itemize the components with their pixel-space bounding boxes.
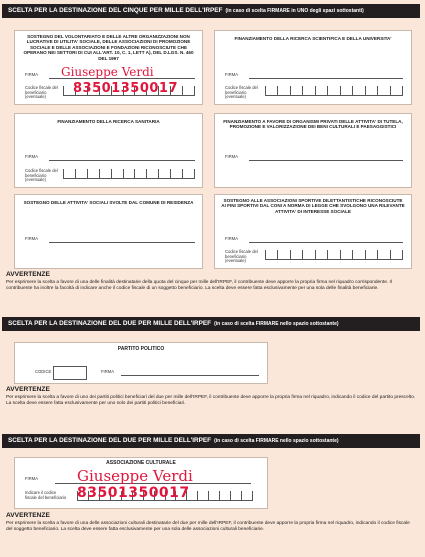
cf-label: Codice fiscale del beneficiario (eventuale) xyxy=(25,85,58,100)
cf-boxes[interactable] xyxy=(265,250,403,260)
due-per-mille-cultura-header xyxy=(2,434,420,448)
box-ricerca-scientifica xyxy=(214,30,412,105)
cf-label: Indicare il codice fiscale del beneficiario xyxy=(25,490,67,500)
codice-label: CODICE xyxy=(35,369,52,374)
firma-label: FIRMA xyxy=(225,236,239,241)
section-title: SCELTA PER LA DESTINAZIONE DEL DUE PER MILLE DELL'IRPEF xyxy=(8,437,212,444)
cf-label: Codice fiscale del beneficiario (eventuale) xyxy=(225,85,258,100)
signature: Giuseppe Verdi xyxy=(77,467,193,485)
firma-line[interactable] xyxy=(49,160,195,161)
firma-line[interactable] xyxy=(249,242,403,243)
box-title: FINANZIAMENTO DELLA RICERCA SCIENTIFICA E DELLA UNIVERSITA' xyxy=(234,36,392,41)
firma-line[interactable] xyxy=(49,242,195,243)
section-title: SCELTA PER LA DESTINAZIONE DEL DUE PER MILLE DELL'IRPEF xyxy=(8,320,212,327)
box-title: SOSTEGNO DEL VOLONTARIATO E DELLE ALTRE ORGANIZZAZIONI NON LUCRATIVE DI UTILITA' SOCIALE, DELLE ASSOCIAZIONI DI PROMOZIONE SOCIALE E DELLE ASSOCIAZIONI E FONDAZIONI RICONOSCIUTE CHE OPERANO NEI SETTORI DI CUI ALL'ART. 10, C. 1, LETT A), DEL D.LGS. N. 460 DEL 1997 xyxy=(23,34,194,61)
box-title: FINANZIAMENTO DELLA RICERCA SANITARIA xyxy=(57,119,160,124)
cinque-per-mille-header xyxy=(2,4,420,18)
firma-label: FIRMA xyxy=(101,369,115,374)
box-title: FINANZIAMENTO A FAVORE DI ORGANISMI PRIVATI DELLE ATTIVITA' DI TUTELA, PROMOZIONE E VALORIZZAZIONE DEI BENI CULTURALI E PAESAGGISTICI xyxy=(223,119,403,130)
avvertenze-title: AVVERTENZE xyxy=(6,512,50,519)
avvertenze-title: AVVERTENZE xyxy=(6,386,50,393)
firma-label: FIRMA xyxy=(25,236,39,241)
box-title: ASSOCIAZIONE CULTURALE xyxy=(106,460,176,466)
section-note: (in caso di scelta FIRMARE nello spazio sottostante) xyxy=(214,438,339,444)
signature: Giuseppe Verdi xyxy=(61,65,154,79)
section-title: SCELTA PER LA DESTINAZIONE DEL CINQUE PER MILLE DELL'IRPEF xyxy=(8,7,223,14)
firma-line[interactable] xyxy=(249,160,403,161)
firma-label: FIRMA xyxy=(25,476,39,481)
firma-label: FIRMA xyxy=(225,154,239,159)
avvertenze-text: Per esprimere la scelta a favore di una delle finalità destinatarie della quota del cinque per mille dell'IRPEF, il contribuente deve apporre la propria firma nel riquadro corrispondente. Il contribuente ha inoltre la facoltà di indicare anche il codice fiscale di un soggetto beneficiario. La scelta deve essere fatta esclusivamente per una sola delle finalità beneficiarie. xyxy=(6,280,392,291)
firma-label: FIRMA xyxy=(25,72,39,77)
fiscal-code: 83501350017 xyxy=(73,81,178,96)
box-ricerca-sanitaria xyxy=(14,113,203,188)
avvertenze-text: Per esprimere la scelta a favore di una delle associazioni culturali destinatarie del due per mille dell'IRPEF, il contribuente deve apporre la propria firma nel riquadro, indicando il codice fiscale del soggetto beneficiario. La scelta deve essere fatta esclusivamente per una sola delle associazioni culturali beneficiarie. xyxy=(6,521,410,532)
box-partito-politico xyxy=(14,342,268,384)
cf-boxes[interactable] xyxy=(265,86,403,96)
firma-line[interactable] xyxy=(121,375,259,376)
box-volontariato xyxy=(14,30,203,105)
avvertenze-title: AVVERTENZE xyxy=(6,271,50,278)
cf-label: Codice fiscale del beneficiario (eventuale) xyxy=(25,168,58,183)
avvertenze-text: Per esprimere la scelta a favore di uno dei partiti politici beneficiari del due per mille dell'IRPEF, il contribuente deve apporre la propria firma nel riquadro, indicando il codice del partito prescelto. La scelta deve essere fatta esclusivamente per uno solo dei partiti politici beneficiari. xyxy=(6,395,416,406)
firma-label: FIRMA xyxy=(225,72,239,77)
box-title: SOSTEGNO ALLE ASSOCIAZIONI SPORTIVE DILETTANTISTICHE RICONOSCIUTE AI FINI SPORTIVI DAL CONI A NORMA DI LEGGE CHE SVOLGONO UNA RILEVANTE ATTIVITA' DI INTERESSE SOCIALE xyxy=(221,198,405,214)
firma-label: FIRMA xyxy=(25,154,39,159)
box-associazioni-sportive xyxy=(214,194,412,269)
cf-label: Codice fiscale del beneficiario (eventuale) xyxy=(225,249,258,264)
section-note: (in caso di scelta FIRMARE nello spazio sottostante) xyxy=(214,321,339,327)
section-note: (in caso di scelta FIRMARE in UNO degli spazi sottostanti) xyxy=(225,8,364,14)
firma-line[interactable] xyxy=(249,78,403,79)
box-title: SOSTEGNO DELLE ATTIVITA' SOCIALI SVOLTE DAL COMUNE DI RESIDENZA xyxy=(23,200,194,205)
box-comune-residenza xyxy=(14,194,203,269)
codice-input[interactable] xyxy=(53,366,87,380)
box-beni-culturali xyxy=(214,113,412,188)
box-title: PARTITO POLITICO xyxy=(117,346,165,352)
fiscal-code: 83501350017 xyxy=(77,485,190,501)
box-associazione-culturale xyxy=(14,457,268,509)
due-per-mille-header xyxy=(2,317,420,331)
cf-boxes[interactable] xyxy=(63,169,195,179)
